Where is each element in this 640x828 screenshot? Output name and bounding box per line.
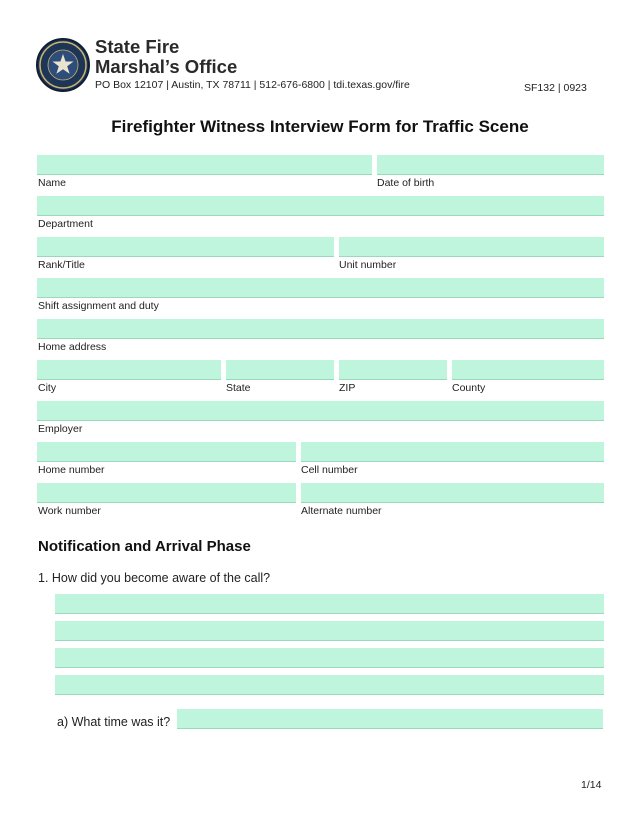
shift-input[interactable] xyxy=(37,278,604,298)
home-address-label: Home address xyxy=(38,341,107,353)
home-number-label: Home number xyxy=(38,464,105,476)
org-name xyxy=(95,37,237,77)
zip-label: ZIP xyxy=(339,382,356,394)
unit-label: Unit number xyxy=(339,259,397,271)
answer-line-1[interactable] xyxy=(55,594,604,614)
org-name-line-2: Marshal’s Office xyxy=(95,56,238,77)
zip-input[interactable] xyxy=(339,360,447,380)
name-input[interactable] xyxy=(37,155,372,175)
answer-line-3[interactable] xyxy=(55,648,604,668)
home-address-input[interactable] xyxy=(37,319,604,339)
state-label: State xyxy=(226,382,251,394)
org-name-line-1: State Fire xyxy=(95,36,180,57)
rank-input[interactable] xyxy=(37,237,334,257)
county-label: County xyxy=(452,382,486,394)
employer-input[interactable] xyxy=(37,401,604,421)
cell-number-input[interactable] xyxy=(301,442,604,462)
home-number-input[interactable] xyxy=(37,442,296,462)
answer-line-2[interactable] xyxy=(55,621,604,641)
cell-number-label: Cell number xyxy=(301,464,358,476)
name-label: Name xyxy=(38,177,67,189)
shift-label: Shift assignment and duty xyxy=(38,300,159,312)
question-1: 1. How did you become aware of the call? xyxy=(38,571,271,585)
contact-info: PO Box 12107 | Austin, TX 78711 | 512-676-6800 | tdi.texas.gov/fire xyxy=(95,79,410,91)
alternate-number-label: Alternate number xyxy=(301,505,382,517)
city-label: City xyxy=(38,382,57,394)
state-fire-marshal-seal-icon xyxy=(36,38,90,92)
dob-input[interactable] xyxy=(377,155,604,175)
alternate-number-input[interactable] xyxy=(301,483,604,503)
dob-label: Date of birth xyxy=(377,177,435,189)
page-number: 1/14 xyxy=(581,779,602,791)
department-label: Department xyxy=(38,218,93,230)
form-code: SF132 | 0923 xyxy=(524,82,587,94)
work-number-input[interactable] xyxy=(37,483,296,503)
unit-input[interactable] xyxy=(339,237,604,257)
answer-line-4[interactable] xyxy=(55,675,604,695)
city-input[interactable] xyxy=(37,360,221,380)
work-number-label: Work number xyxy=(38,505,101,517)
time-input[interactable] xyxy=(177,709,603,729)
question-1a: a) What time was it? xyxy=(57,715,171,729)
state-input[interactable] xyxy=(226,360,334,380)
section-title: Notification and Arrival Phase xyxy=(38,538,251,555)
county-input[interactable] xyxy=(452,360,604,380)
department-input[interactable] xyxy=(37,196,604,216)
form-title: Firefighter Witness Interview Form for Traffic Scene xyxy=(111,117,529,136)
rank-label: Rank/Title xyxy=(38,259,85,271)
employer-label: Employer xyxy=(38,423,83,435)
